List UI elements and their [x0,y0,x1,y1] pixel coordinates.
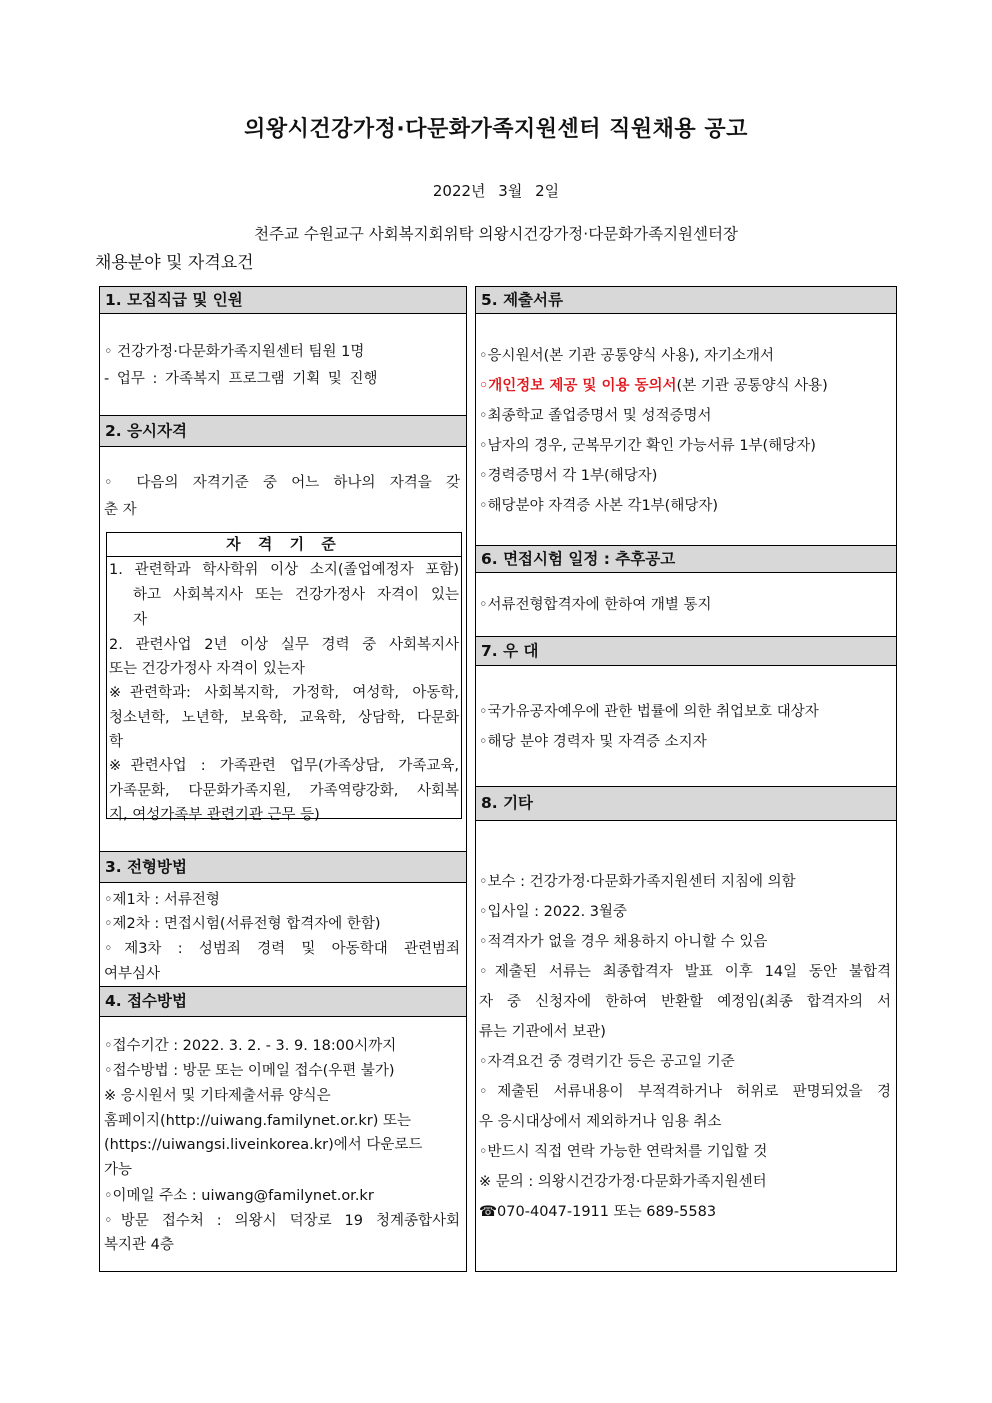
section-subtitle: 채용분야 및 자격요건 [95,253,254,273]
section-7-header: 7. 우 대 [476,636,896,666]
s8-line: ◦반드시 직접 연락 가능한 연락처를 기입할 것 [479,1144,768,1160]
contact-phone: ☎070-4047-1911 또는 689-5583 [479,1204,717,1220]
s1-line-1: ◦ 건강가정·다문화가족지원센터 팀원 1명 [104,344,365,360]
s8-line: ◦자격요건 중 경력기간 등은 공고일 기준 [479,1054,735,1070]
s2-line-2: 춘 자 [104,502,137,518]
s5-line: ◦남자의 경우, 군복무기간 확인 가능서류 1부(해당자) [479,438,816,454]
left-column [99,286,467,1272]
section-6-header: 6. 면접시험 일정 : 추후공고 [476,545,896,573]
s5-consent-line [479,374,828,395]
s4-line: ◦접수기간 : 2022. 3. 2. - 3. 9. 18:00시까지 [104,1038,397,1054]
s8-line: ◦적격자가 없을 경우 채용하지 아니할 수 있음 [479,934,768,950]
s2-line-1: ◦ 다음의 자격기준 중 어느 하나의 자격을 갖 [104,475,460,491]
s3-line-2: ◦제2차 : 면접시험(서류전형 합격자에 한함) [104,916,381,932]
section-1-header: 1. 모집직급 및 인원 [100,287,466,314]
s8-line: ◦제출된 서류는 최종합격자 발표 이후 14일 동안 불합격 [479,964,891,980]
consent-form-note: (본 기관 공통양식 사용) [676,378,828,394]
page-title: 의왕시건강가정·다문화가족지원센터 직원채용 공고 [244,117,748,142]
s8-line: 우 응시대상에서 제외하거나 임용 취소 [479,1114,722,1130]
criteria-header: 자 격 기 준 [107,533,461,557]
criteria-line: 자 [133,612,148,628]
s3-line-3: ◦제3차 : 성범죄 경력 및 아동학대 관련범죄 [104,941,460,957]
section-3-header: 3. 전형방법 [100,851,466,883]
s4-line: ◦이메일 주소 : uiwang@familynet.or.kr [104,1188,374,1204]
s4-line: (https://uiwangsi.liveinkorea.kr)에서 다운로드 [104,1137,423,1153]
s4-line: 가능 [104,1162,133,1178]
section-8-header: 8. 기타 [476,786,896,821]
s3-line-4: 여부심사 [104,966,161,982]
criteria-line: 하고 사회복지사 또는 건강가정사 자격이 있는 [133,587,459,603]
s8-line: ◦제출된 서류내용이 부적격하거나 허위로 판명되었을 경 [479,1084,891,1100]
s4-line: ◦방문 접수처 : 의왕시 덕장로 19 청계종합사회 [104,1213,460,1229]
section-4-header: 4. 접수방법 [100,986,466,1017]
s8-line: ◦입사일 : 2022. 3월중 [479,904,628,920]
s5-line: ◦응시원서(본 기관 공통양식 사용), 자기소개서 [479,348,775,364]
s3-line-1: ◦제1차 : 서류전형 [104,892,220,908]
right-column [475,286,897,1272]
s6-line: ◦서류전형합격자에 한하여 개별 통지 [479,597,712,613]
s4-line: ※ 응시원서 및 기타제출서류 양식은 [104,1088,331,1104]
criteria-line: ※관련사업 : 가족관련 업무(가족상담, 가족교육, [109,758,459,774]
s7-line: ◦해당 분야 경력자 및 자격증 소지자 [479,734,707,750]
s1-line-2: - 업무 : 가족복지 프로그램 기획 및 진행 [104,371,378,387]
notice-date: 2022년 3월 2일 [432,182,560,200]
s4-line: ◦접수방법 : 방문 또는 이메일 접수(우편 불가) [104,1063,395,1079]
organization: 천주교 수원교구 사회복지회위탁 의왕시건강가정·다문화가족지원센터장 [254,225,738,243]
s4-line: 홈페이지(http://uiwang.familynet.or.kr) 또는 [104,1113,411,1129]
s8-line: 류는 기관에서 보관) [479,1024,606,1040]
criteria-line: 2. 관련사업 2년 이상 실무 경력 중 사회복지사 [109,637,459,653]
s5-line: ◦해당분야 자격증 사본 각1부(해당자) [479,498,719,514]
criteria-line: ※관련학과: 사회복지학, 가정학, 여성학, 아동학, [109,685,459,701]
s4-line: 복지관 4층 [104,1237,174,1253]
criteria-line: 또는 건강가정사 자격이 있는자 [109,661,305,677]
criteria-line: 학 [109,734,124,750]
criteria-line: 1. 관련학과 학사학위 이상 소지(졸업예정자 포함) [109,562,459,578]
s8-line: 자 중 신청자에 한하여 반환할 예정임(최종 합격자의 서 [479,994,891,1010]
s8-line: ※ 문의 : 의왕시건강가정·다문화가족지원센터 [479,1174,767,1190]
consent-form-highlight: ◦개인정보 제공 및 이용 동의서 [479,378,677,394]
criteria-line: 가족문화, 다문화가족지원, 가족역량강화, 사회복 [109,783,459,799]
s5-line: ◦경력증명서 각 1부(해당자) [479,468,658,484]
s7-line: ◦국가유공자예우에 관한 법률에 의한 취업보호 대상자 [479,704,819,720]
criteria-line: 지, 여성가족부 관련기관 근무 등) [109,807,320,823]
section-5-header: 5. 제출서류 [476,287,896,314]
section-2-header: 2. 응시자격 [100,415,466,447]
criteria-line: 청소년학, 노년학, 보육학, 교육학, 상담학, 다문화 [109,710,459,726]
s8-line: ◦보수 : 건강가정·다문화가족지원센터 지침에 의함 [479,874,796,890]
s5-line: ◦최종학교 졸업증명서 및 성적증명서 [479,408,712,424]
criteria-box [106,532,462,823]
